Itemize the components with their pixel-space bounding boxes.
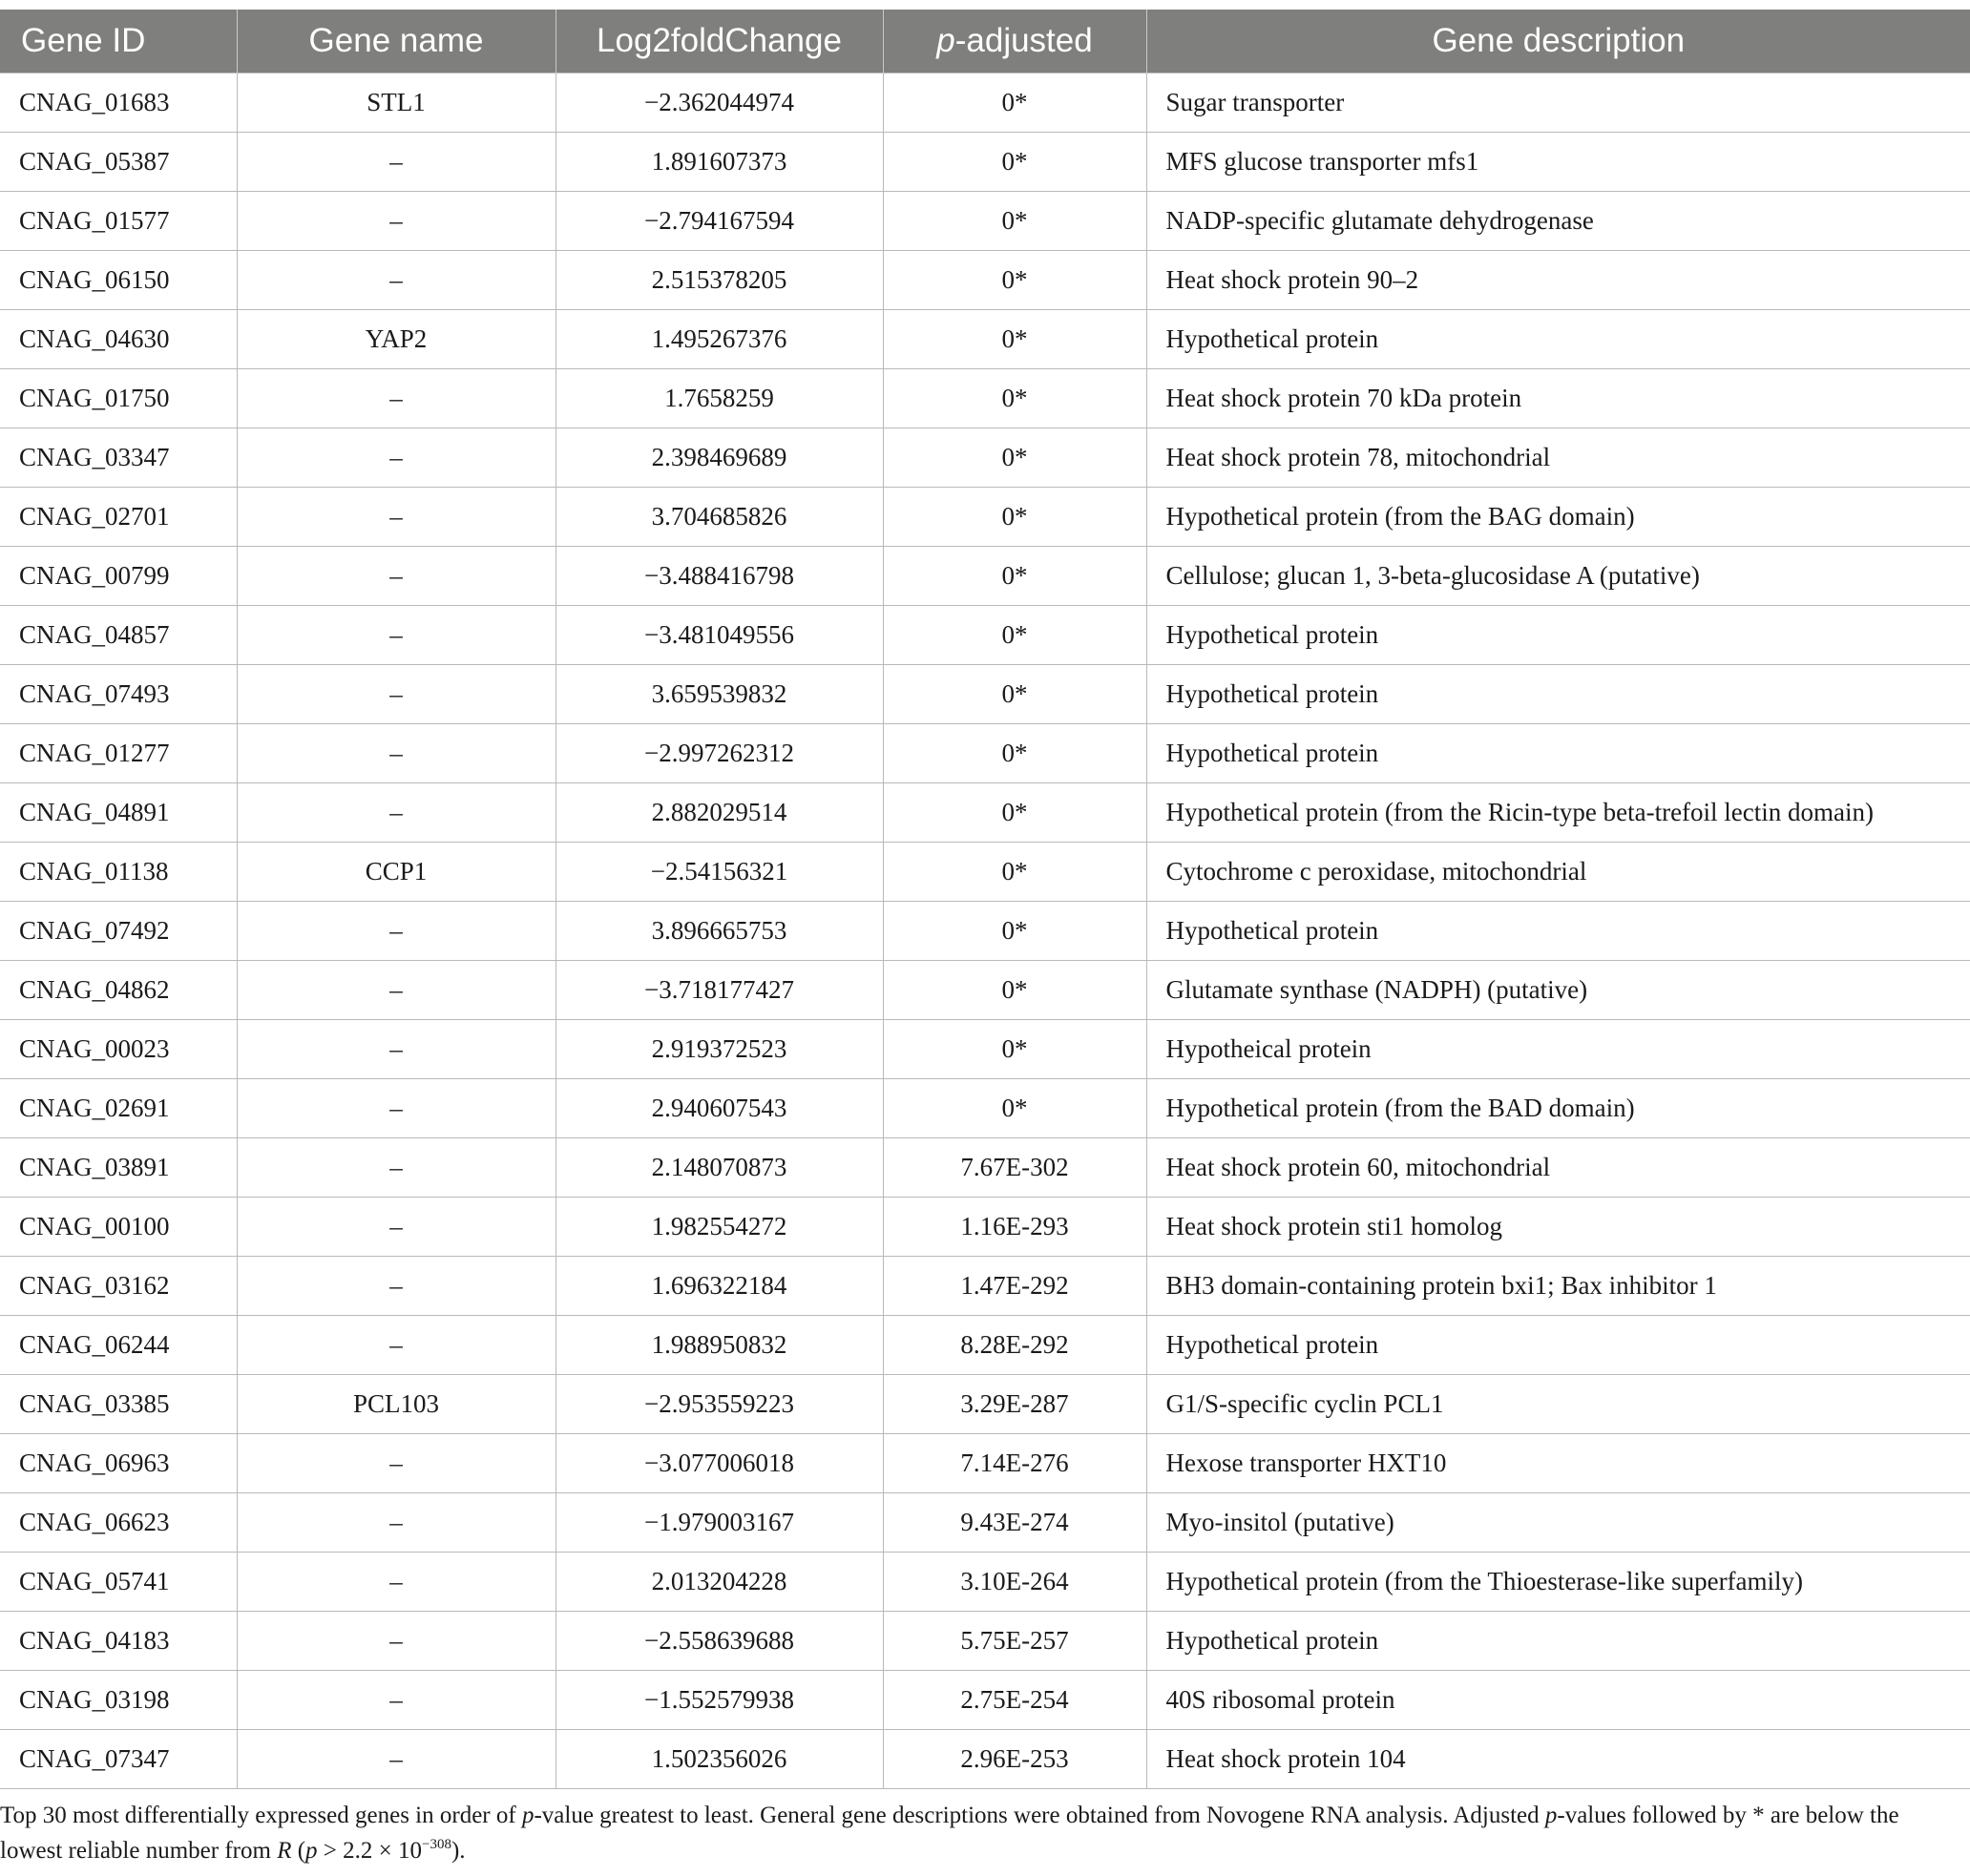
cell-gene-name: – [237, 606, 555, 665]
table-row [0, 1138, 1970, 1198]
cell-gene-id: CNAG_03891 [0, 1138, 237, 1198]
cell-gene-description: Hexose transporter HXT10 [1146, 1434, 1970, 1493]
cell-gene-name: – [237, 961, 555, 1020]
cell-gene-id: CNAG_04630 [0, 310, 237, 369]
cell-gene-id: CNAG_06623 [0, 1493, 237, 1553]
cell-p-adjusted: 5.75E-257 [883, 1612, 1146, 1671]
cell-gene-name: – [237, 1730, 555, 1789]
table-header-row [0, 10, 1970, 73]
gene-table-container [0, 10, 1970, 1789]
table-row [0, 783, 1970, 843]
cell-p-adjusted: 1.16E-293 [883, 1198, 1146, 1257]
cell-gene-id: CNAG_00023 [0, 1020, 237, 1079]
cell-p-adjusted: 1.47E-292 [883, 1257, 1146, 1316]
caption-text-2: -value greatest to least. General gene descriptions were obtained from Novogene RNA analysis. Adjusted [534, 1803, 1545, 1828]
cell-gene-id: CNAG_01277 [0, 724, 237, 783]
cell-gene-id: CNAG_06150 [0, 251, 237, 310]
cell-gene-name: – [237, 1612, 555, 1671]
cell-gene-description: Glutamate synthase (NADPH) (putative) [1146, 961, 1970, 1020]
caption-text-5: > 2.2 × 10 [317, 1838, 422, 1864]
cell-p-adjusted: 0* [883, 73, 1146, 133]
caption-text-3: -values followed by * are below the lowest reliable number from [0, 1803, 1899, 1864]
table-row [0, 843, 1970, 902]
cell-log2foldchange: 1.982554272 [555, 1198, 883, 1257]
cell-gene-description: Hypothetical protein (from the BAD domain) [1146, 1079, 1970, 1138]
table-row [0, 1730, 1970, 1789]
cell-p-adjusted: 3.10E-264 [883, 1553, 1146, 1612]
cell-gene-description: Heat shock protein 70 kDa protein [1146, 369, 1970, 428]
cell-p-adjusted: 0* [883, 1079, 1146, 1138]
cell-gene-id: CNAG_04857 [0, 606, 237, 665]
cell-log2foldchange: 3.704685826 [555, 488, 883, 547]
cell-gene-description: Hypothetical protein [1146, 665, 1970, 724]
table-row [0, 1020, 1970, 1079]
cell-gene-name: – [237, 783, 555, 843]
cell-gene-name: PCL103 [237, 1375, 555, 1434]
table-row [0, 1079, 1970, 1138]
cell-gene-id: CNAG_04183 [0, 1612, 237, 1671]
cell-gene-id: CNAG_01750 [0, 369, 237, 428]
cell-p-adjusted: 2.96E-253 [883, 1730, 1146, 1789]
caption-text-6: ). [451, 1838, 466, 1864]
cell-gene-name: – [237, 1434, 555, 1493]
cell-log2foldchange: 1.495267376 [555, 310, 883, 369]
cell-p-adjusted: 0* [883, 961, 1146, 1020]
cell-log2foldchange: 3.896665753 [555, 902, 883, 961]
cell-p-adjusted: 0* [883, 428, 1146, 488]
header-gene-id: Gene ID [0, 10, 237, 73]
cell-gene-id: CNAG_02691 [0, 1079, 237, 1138]
cell-gene-id: CNAG_03162 [0, 1257, 237, 1316]
cell-p-adjusted: 0* [883, 1020, 1146, 1079]
cell-p-adjusted: 0* [883, 310, 1146, 369]
cell-p-adjusted: 2.75E-254 [883, 1671, 1146, 1730]
header-log2foldchange: Log2foldChange [555, 10, 883, 73]
cell-gene-description: Heat shock protein 78, mitochondrial [1146, 428, 1970, 488]
cell-gene-description: Sugar transporter [1146, 73, 1970, 133]
cell-gene-description: Hypothetical protein [1146, 1316, 1970, 1375]
cell-log2foldchange: 1.7658259 [555, 369, 883, 428]
cell-p-adjusted: 8.28E-292 [883, 1316, 1146, 1375]
cell-gene-name: – [237, 1138, 555, 1198]
cell-gene-name: – [237, 369, 555, 428]
cell-log2foldchange: −2.558639688 [555, 1612, 883, 1671]
cell-log2foldchange: −3.077006018 [555, 1434, 883, 1493]
caption-text-4: ( [291, 1838, 306, 1864]
header-p-adjusted [883, 10, 1146, 73]
cell-gene-name: – [237, 665, 555, 724]
header-p-rest: -adjusted [954, 22, 1093, 59]
cell-gene-description: MFS glucose transporter mfs1 [1146, 133, 1970, 192]
table-row [0, 1316, 1970, 1375]
table-row [0, 192, 1970, 251]
table-row [0, 1198, 1970, 1257]
cell-log2foldchange: −2.362044974 [555, 73, 883, 133]
cell-gene-id: CNAG_06963 [0, 1434, 237, 1493]
cell-log2foldchange: −3.481049556 [555, 606, 883, 665]
cell-p-adjusted: 0* [883, 606, 1146, 665]
cell-gene-id: CNAG_04891 [0, 783, 237, 843]
cell-gene-name: – [237, 251, 555, 310]
table-row [0, 606, 1970, 665]
table-row [0, 665, 1970, 724]
caption-p-italic-3: p [305, 1838, 318, 1864]
cell-gene-id: CNAG_06244 [0, 1316, 237, 1375]
cell-p-adjusted: 0* [883, 665, 1146, 724]
cell-gene-name: – [237, 133, 555, 192]
table-row [0, 1257, 1970, 1316]
cell-gene-id: CNAG_01138 [0, 843, 237, 902]
cell-p-adjusted: 0* [883, 724, 1146, 783]
header-gene-description: Gene description [1146, 10, 1970, 73]
cell-gene-id: CNAG_00100 [0, 1198, 237, 1257]
cell-p-adjusted: 3.29E-287 [883, 1375, 1146, 1434]
cell-gene-name: – [237, 488, 555, 547]
cell-gene-name: – [237, 1020, 555, 1079]
cell-p-adjusted: 0* [883, 783, 1146, 843]
table-row [0, 547, 1970, 606]
cell-log2foldchange: −2.54156321 [555, 843, 883, 902]
table-row [0, 488, 1970, 547]
cell-log2foldchange: −2.794167594 [555, 192, 883, 251]
cell-log2foldchange: −3.488416798 [555, 547, 883, 606]
cell-log2foldchange: 3.659539832 [555, 665, 883, 724]
table-row [0, 1434, 1970, 1493]
header-p-italic: p [936, 22, 955, 59]
cell-gene-description: Heat shock protein 90–2 [1146, 251, 1970, 310]
cell-log2foldchange: 2.398469689 [555, 428, 883, 488]
cell-gene-name: – [237, 1553, 555, 1612]
caption-p-italic-2: p [1544, 1803, 1558, 1828]
cell-gene-name: – [237, 547, 555, 606]
table-row [0, 902, 1970, 961]
gene-expression-table [0, 10, 1970, 1789]
cell-gene-id: CNAG_01577 [0, 192, 237, 251]
cell-p-adjusted: 0* [883, 369, 1146, 428]
cell-gene-description: Hypothetical protein [1146, 902, 1970, 961]
cell-gene-id: CNAG_00799 [0, 547, 237, 606]
cell-p-adjusted: 0* [883, 547, 1146, 606]
caption-p-italic-1: p [521, 1803, 534, 1828]
cell-log2foldchange: 2.919372523 [555, 1020, 883, 1079]
table-body [0, 73, 1970, 1789]
cell-gene-name: YAP2 [237, 310, 555, 369]
cell-gene-id: CNAG_02701 [0, 488, 237, 547]
cell-gene-description: Hypothetical protein [1146, 606, 1970, 665]
table-row [0, 310, 1970, 369]
cell-gene-name: – [237, 1493, 555, 1553]
table-row [0, 428, 1970, 488]
cell-p-adjusted: 0* [883, 902, 1146, 961]
cell-gene-id: CNAG_07492 [0, 902, 237, 961]
cell-gene-id: CNAG_07347 [0, 1730, 237, 1789]
cell-p-adjusted: 0* [883, 251, 1146, 310]
cell-gene-description: Heat shock protein 60, mitochondrial [1146, 1138, 1970, 1198]
cell-log2foldchange: −1.979003167 [555, 1493, 883, 1553]
table-caption [0, 1798, 1957, 1868]
cell-gene-name: – [237, 1257, 555, 1316]
cell-gene-name: – [237, 1198, 555, 1257]
cell-gene-description: Heat shock protein 104 [1146, 1730, 1970, 1789]
cell-p-adjusted: 7.14E-276 [883, 1434, 1146, 1493]
cell-gene-description: NADP-specific glutamate dehydrogenase [1146, 192, 1970, 251]
table-row [0, 369, 1970, 428]
cell-log2foldchange: 2.013204228 [555, 1553, 883, 1612]
cell-log2foldchange: 2.882029514 [555, 783, 883, 843]
header-gene-name: Gene name [237, 10, 555, 73]
cell-log2foldchange: 1.891607373 [555, 133, 883, 192]
cell-gene-description: Hypothetical protein [1146, 1612, 1970, 1671]
cell-gene-description: Hypothetical protein [1146, 310, 1970, 369]
cell-gene-name: – [237, 902, 555, 961]
table-row [0, 251, 1970, 310]
cell-gene-name: – [237, 428, 555, 488]
table-row [0, 1375, 1970, 1434]
cell-gene-description: Cellulose; glucan 1, 3-beta-glucosidase A (putative) [1146, 547, 1970, 606]
cell-p-adjusted: 0* [883, 133, 1146, 192]
cell-gene-description: 40S ribosomal protein [1146, 1671, 1970, 1730]
cell-gene-name: CCP1 [237, 843, 555, 902]
cell-gene-id: CNAG_01683 [0, 73, 237, 133]
table-row [0, 724, 1970, 783]
cell-gene-id: CNAG_05741 [0, 1553, 237, 1612]
cell-gene-id: CNAG_04862 [0, 961, 237, 1020]
cell-log2foldchange: −2.953559223 [555, 1375, 883, 1434]
cell-gene-name: – [237, 1316, 555, 1375]
cell-log2foldchange: −3.718177427 [555, 961, 883, 1020]
cell-p-adjusted: 0* [883, 192, 1146, 251]
cell-log2foldchange: 2.515378205 [555, 251, 883, 310]
table-row [0, 133, 1970, 192]
cell-log2foldchange: −1.552579938 [555, 1671, 883, 1730]
cell-gene-description: Hypotheical protein [1146, 1020, 1970, 1079]
cell-gene-name: – [237, 192, 555, 251]
cell-gene-id: CNAG_03347 [0, 428, 237, 488]
table-row [0, 73, 1970, 133]
cell-log2foldchange: 2.148070873 [555, 1138, 883, 1198]
caption-r-italic: R [277, 1838, 292, 1864]
cell-gene-description: Hypothetical protein [1146, 724, 1970, 783]
cell-gene-id: CNAG_07493 [0, 665, 237, 724]
cell-log2foldchange: 1.988950832 [555, 1316, 883, 1375]
cell-gene-description: Hypothetical protein (from the Thioesterase-like superfamily) [1146, 1553, 1970, 1612]
table-row [0, 961, 1970, 1020]
cell-gene-description: G1/S-specific cyclin PCL1 [1146, 1375, 1970, 1434]
cell-gene-id: CNAG_03198 [0, 1671, 237, 1730]
cell-gene-id: CNAG_03385 [0, 1375, 237, 1434]
table-row [0, 1553, 1970, 1612]
cell-gene-name: STL1 [237, 73, 555, 133]
caption-text-1: Top 30 most differentially expressed genes in order of [0, 1803, 522, 1828]
cell-gene-description: Hypothetical protein (from the BAG domain) [1146, 488, 1970, 547]
cell-p-adjusted: 0* [883, 488, 1146, 547]
cell-gene-id: CNAG_05387 [0, 133, 237, 192]
table-row [0, 1671, 1970, 1730]
cell-gene-name: – [237, 1671, 555, 1730]
cell-p-adjusted: 7.67E-302 [883, 1138, 1146, 1198]
cell-gene-description: Myo-insitol (putative) [1146, 1493, 1970, 1553]
table-row [0, 1612, 1970, 1671]
cell-gene-description: Hypothetical protein (from the Ricin-type beta-trefoil lectin domain) [1146, 783, 1970, 843]
cell-gene-description: BH3 domain-containing protein bxi1; Bax inhibitor 1 [1146, 1257, 1970, 1316]
caption-exponent: −308 [422, 1837, 451, 1852]
cell-p-adjusted: 0* [883, 843, 1146, 902]
cell-log2foldchange: −2.997262312 [555, 724, 883, 783]
cell-gene-name: – [237, 1079, 555, 1138]
cell-gene-description: Heat shock protein sti1 homolog [1146, 1198, 1970, 1257]
cell-gene-name: – [237, 724, 555, 783]
cell-gene-description: Cytochrome c peroxidase, mitochondrial [1146, 843, 1970, 902]
table-row [0, 1493, 1970, 1553]
cell-p-adjusted: 9.43E-274 [883, 1493, 1146, 1553]
cell-log2foldchange: 1.502356026 [555, 1730, 883, 1789]
cell-log2foldchange: 1.696322184 [555, 1257, 883, 1316]
cell-log2foldchange: 2.940607543 [555, 1079, 883, 1138]
